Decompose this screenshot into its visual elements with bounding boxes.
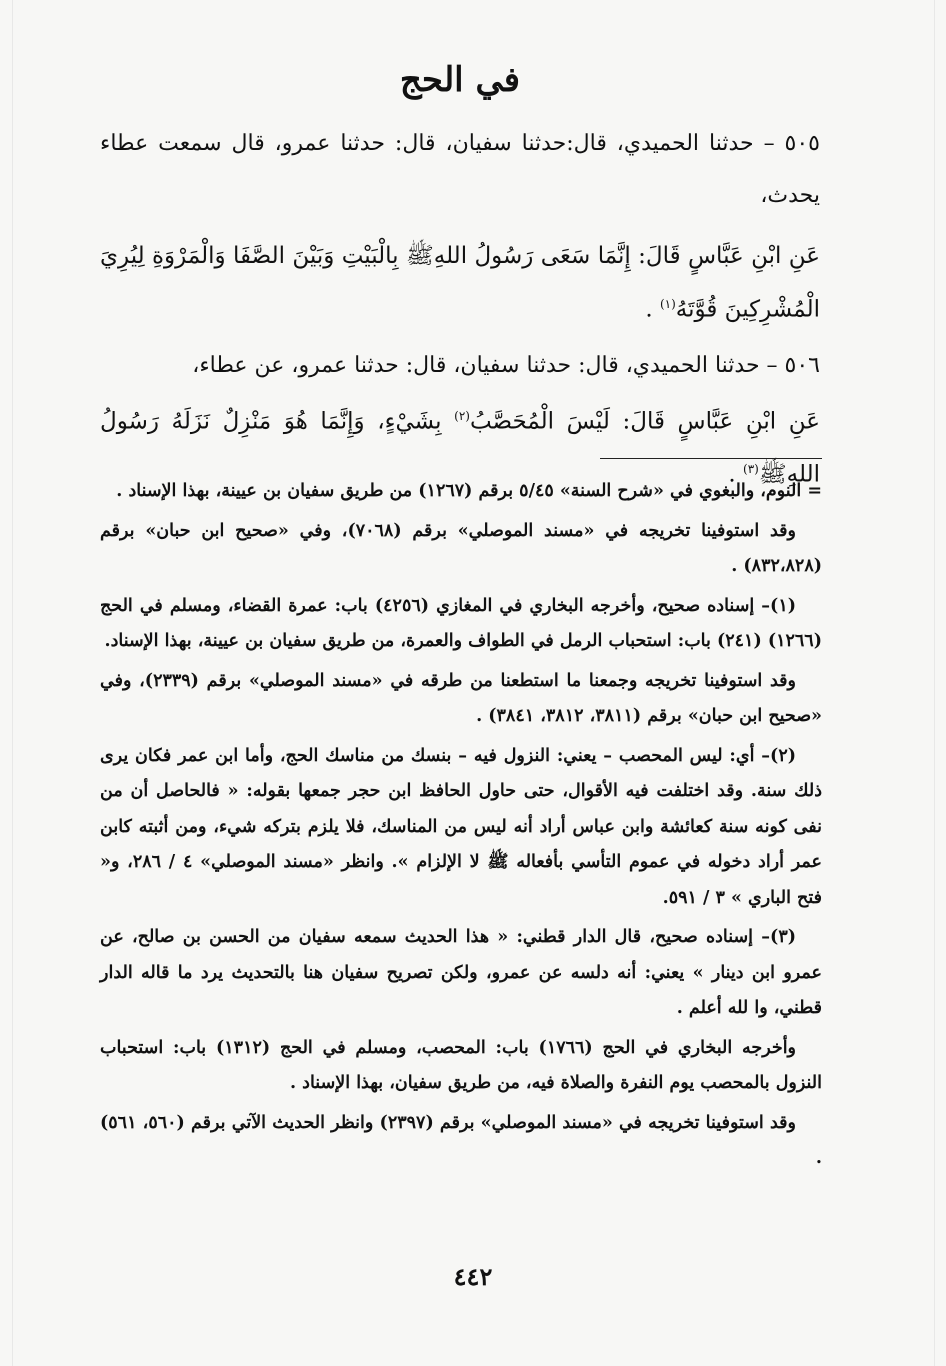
chapter-title: في الحج (399, 60, 521, 100)
footnote-3-ref: وقد استوفينا تخريجه في «مسند الموصلي» برقم (٢٣٩٧) وانظر الحديث الآتي برقم (٥٦٠، ٥٦١) . (100, 1112, 822, 1168)
hadith-505-text (100, 232, 820, 334)
footnote-continuation-1: = النوم، والبغوي في «شرح السنة» ٥/٤٥ برقم (١٢٦٧) من طريق سفيان بن عيينة، بهذا الإسناد . (116, 481, 822, 501)
footnote-ref-3: (٣) (743, 462, 759, 477)
footnote-1-extra: وقد استوفينا تخريجه وجمعنا ما استطعنا من طرقه في «مسند الموصلي» برقم (٢٣٣٩)، وفي «صحيح ابن حبان» برقم (٣٨١١، ٣٨١٢، ٣٨٤١) . (100, 670, 822, 726)
footnote-ref-1: (١) (659, 297, 676, 311)
page-number: ٤٤٢ (453, 1262, 493, 1291)
hadith-505-end: . (645, 296, 660, 323)
hadith-506-end: . (728, 461, 744, 488)
footnote-1-main: (١)– إسناده صحيح، وأخرجه البخاري في المغازي (٤٢٥٦) باب: عمرة القضاء، ومسلم في الحج (١٢٦٦) (٢٤١) باب: استحباب الرمل في الطواف والعمرة، من طريق سفيان بن عيينة، بهذا الإسناد. (100, 595, 822, 651)
footnote-divider (600, 458, 822, 459)
footnote-3-extra: وأخرجه البخاري في الحج (١٧٦٦) باب: المحصب، ومسلم في الحج (١٣١٢) باب: استحباب النزول بالمحصب يوم النفرة والصلاة فيه، من طريق سفيان، بهذا الإسناد . (100, 1037, 822, 1093)
hadith-505-body: عَنِ ابْنِ عَبَّاسٍ قَالَ: إِنَّمَا سَعَى رَسُولُ اللهِﷺ بِالْبَيْتِ وَبَيْنَ الصَّفَا وَالْمَرْوَةِ لِيُرِيَ الْمُشْرِكِينَ قُوَّتَهُ (100, 243, 820, 323)
hadith-506-body-a: عَنِ ابْنِ عَبَّاسٍ قَالَ: لَيْسَ الْمُحَصَّبُ (469, 408, 820, 435)
hadith-506-chain: ٥٠٦ – حدثنا الحميدي، قال: حدثنا سفيان، قال: حدثنا عمرو، عن عطاء، (192, 352, 820, 378)
footnote-2: (٢)– أي: ليس المحصب – يعني: النزول فيه – بنسك من مناسك الحج، وأما ابن عمر فكان يرى ذلك سنة. وقد اختلفت فيه الأقوال، حتى حاول الحافظ ابن حجر جمعها بقوله: « فالحاصل أن من نفى كونه سنة كعائشة وابن عباس أراد أنه ليس من المناسك، فلا يلزم بتركه شيء، ومن أثبته كابن عمر أراد دخوله في عموم التأسي بأفعاله ﷺ لا الإلزام ». وانظر «مسند الموصلي» ٤ / ٢٨٦، و« فتح الباري » ٣ / ٥٩١. (100, 745, 822, 908)
footnote-continuation-2: وقد استوفينا تخريجه في «مسند الموصلي» برقم (٧٠٦٨)، وفي «صحيح ابن حبان» برقم (٨٣٢،٨٢٨) . (100, 520, 822, 576)
footnote-3-main: (٣)– إسناده صحيح، قال الدار قطني: « هذا الحديث سمعه سفيان من الحسن بن صالح، عن عمرو ابن دينار » يعني: أنه دلسه عن عمرو، ولكن تصريح سفيان هنا بالتحديث يرد ما قاله الدار قطني، وا لله أعلم . (100, 927, 822, 1018)
hadith-506-body-b: بِشَيْءٍ، وَإِنَّمَا هُوَ مَنْزِلٌ نَزَلَهُ رَسُولُ اللهِﷺ (100, 408, 820, 488)
main-text-block (100, 52, 820, 505)
hadith-505-chain: ٥٠٥ – حدثنا الحميدي، قال:حدثنا سفيان، قال: حدثنا عمرو، قال سمعت عطاء يحدث، (100, 131, 820, 208)
footnotes-block (100, 474, 822, 1181)
footnote-ref-2: (٢) (454, 408, 470, 423)
